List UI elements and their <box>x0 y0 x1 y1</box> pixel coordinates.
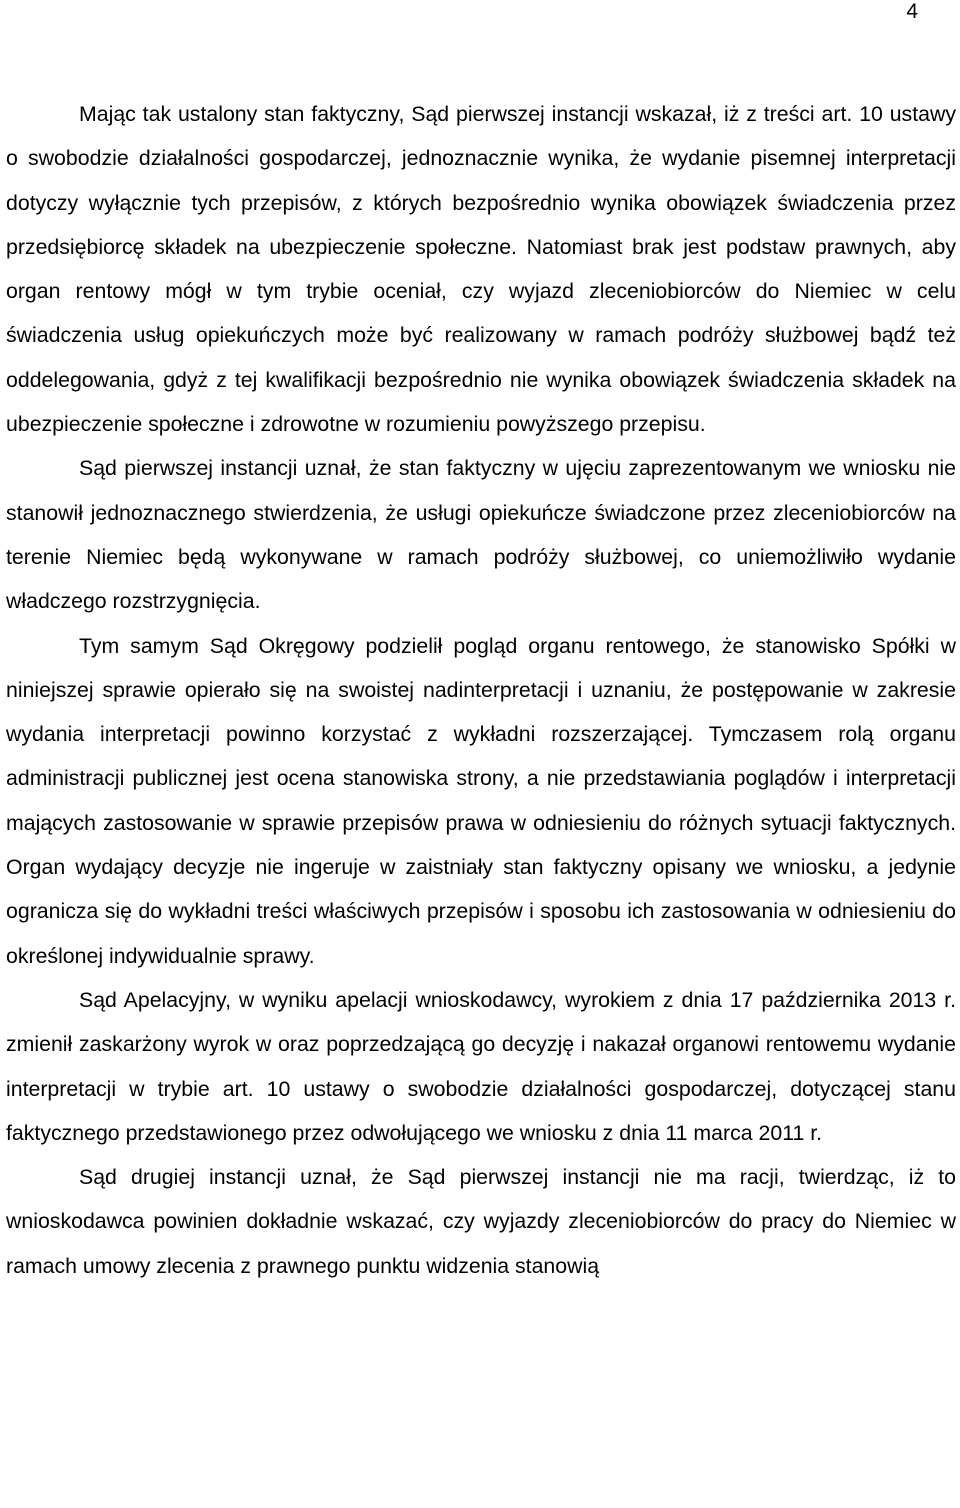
document-body <box>6 92 956 1288</box>
page-number: 4 <box>906 0 918 23</box>
paragraph-first-instance-reasoning: Mając tak ustalony stan faktyczny, Sąd pierwszej instancji wskazał, iż z treści art. 10 ustawy o swobodzie działalności gospodarczej, jednoznacznie wynika, że wydanie pisemnej interpretacji dotyczy wyłącznie tych przepisów, z których bezpośrednio wynika obowiązek świadczenia przez przedsiębiorcę składek na ubezpieczenie społeczne. Natomiast brak jest podstaw prawnych, aby organ rentowy mógł w tym trybie oceniał, czy wyjazd zleceniobiorców do Niemiec w celu świadczenia usług opiekuńczych może być realizowany w ramach podróży służbowej bądź też oddelegowania, gdyż z tej kwalifikacji bezpośrednio nie wynika obowiązek świadczenia składek na ubezpieczenie społeczne i zdrowotne w rozumieniu powyższego przepisu. <box>6 102 956 437</box>
paragraph-first-instance-conclusion: Sąd pierwszej instancji uznał, że stan faktyczny w ujęciu zaprezentowanym we wniosku nie stanowił jednoznacznego stwierdzenia, że usługi opiekuńcze świadczone przez zleceniobiorców na terenie Niemiec będą wykonywane w ramach podróży służbowej, co uniemożliwiło wydanie władczego rozstrzygnięcia. <box>6 456 956 614</box>
paragraph-district-court: Tym samym Sąd Okręgowy podzielił pogląd organu rentowego, że stanowisko Spółki w niniejszej sprawie opierało się na swoistej nadinterpretacji i uznaniu, że postępowanie w zakresie wydania interpretacji powinno korzystać z wykładni rozszerzającej. Tymczasem rolą organu administracji publicznej jest ocena stanowiska strony, a nie przedstawiania poglądów i interpretacji mających zastosowanie w sprawie przepisów prawa w odniesieniu do różnych sytuacji faktycznych. Organ wydający decyzje nie ingeruje w zaistniały stan faktyczny opisany we wniosku, a jedynie ogranicza się do wykładni treści właściwych przepisów i sposobu ich zastosowania w odniesieniu do określonej indywidualnie sprawy. <box>6 633 956 968</box>
paragraph-appeal-judgment: Sąd Apelacyjny, w wyniku apelacji wnioskodawcy, wyrokiem z dnia 17 października 2013 r. zmienił zaskarżony wyrok w oraz poprzedzającą go decyzję i nakazał organowi rentowemu wydanie interpretacji w trybie art. 10 ustawy o swobodzie działalności gospodarczej, dotyczącej stanu faktycznego przedstawionego przez odwołującego we wniosku z dnia 11 marca 2011 r. <box>6 987 956 1145</box>
paragraph-second-instance-reasoning: Sąd drugiej instancji uznał, że Sąd pierwszej instancji nie ma racji, twierdząc, iż to wnioskodawca powinien dokładnie wskazać, czy wyjazdy zleceniobiorców do pracy do Niemiec w ramach umowy zlecenia z prawnego punktu widzenia stanowią <box>6 1165 956 1278</box>
